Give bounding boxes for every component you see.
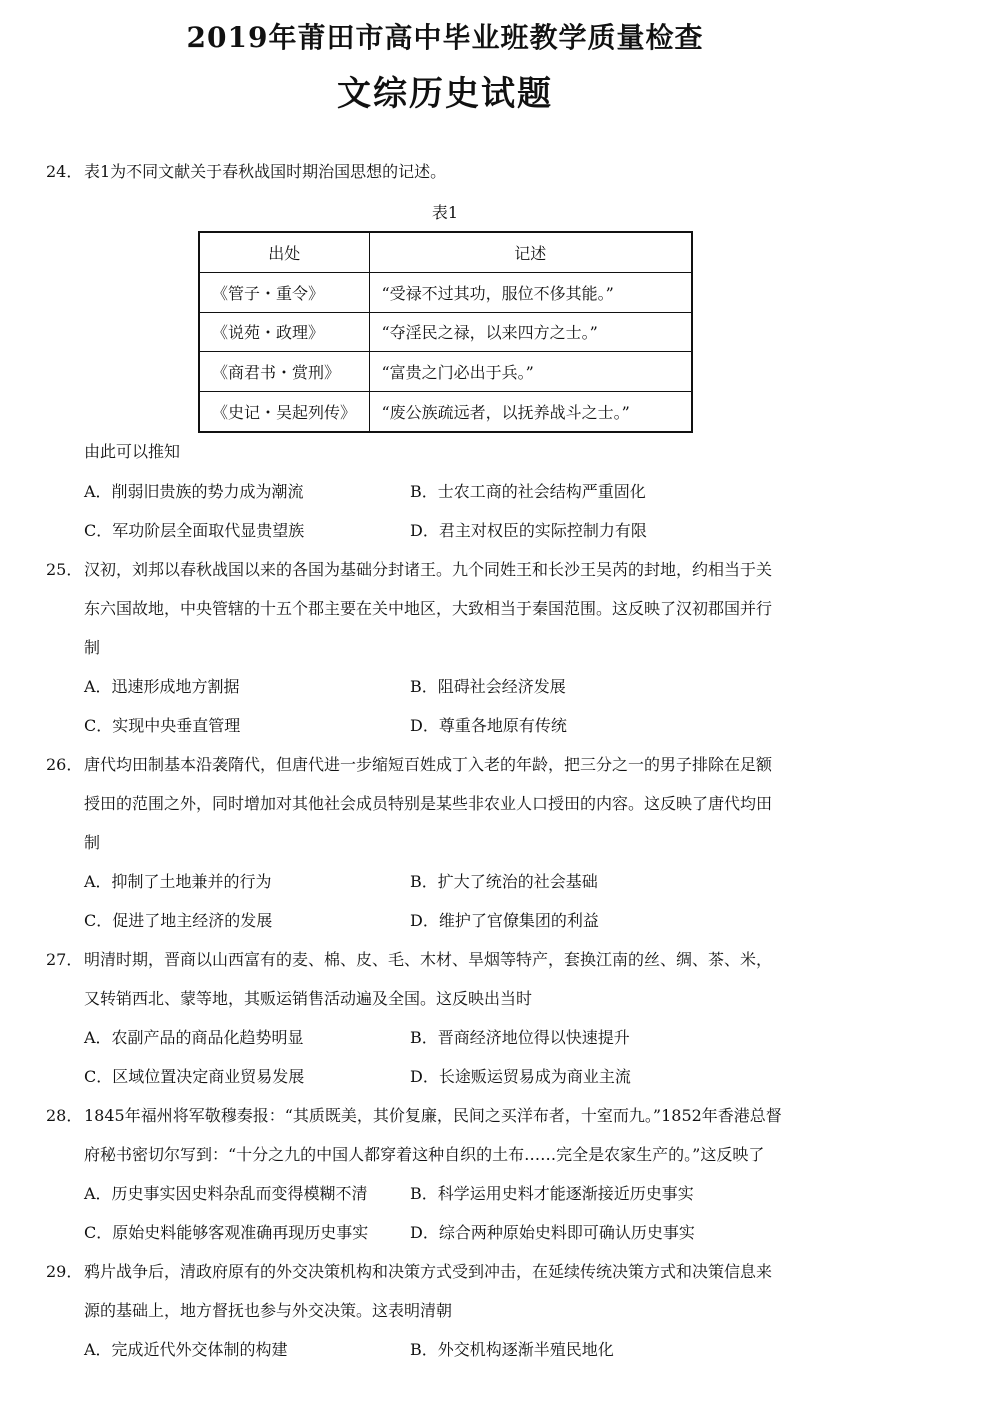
option-a: A．农副产品的商品化趋势明显 (84, 1028, 304, 1047)
option-d: D．综合两种原始史料即可确认历史事实 (410, 1223, 695, 1242)
option-b: B．阻碍社会经济发展 (410, 677, 566, 696)
table-cell-source: 《商君书・赏刑》 (199, 352, 369, 392)
option-d: D．君主对权臣的实际控制力有限 (410, 521, 647, 540)
question-27-line: 明清时期，晋商以山西富有的麦、棉、皮、毛、木材、旱烟等特产，套换江南的丝、绸、茶、米， (84, 950, 773, 969)
option-a: A．抑制了土地兼并的行为 (84, 872, 272, 891)
option-a: A．历史事实因史料杂乱而变得模糊不清 (84, 1184, 368, 1203)
question-25-line: 东六国故地，中央管辖的十五个郡主要在关中地区，大致相当于秦国范围。这反映了汉初郡国并行 (84, 599, 773, 618)
table-row (199, 312, 692, 352)
question-26-line: 制 (84, 833, 101, 852)
table-cell-record: “废公族疏远者，以抚养战斗之士。” (369, 392, 692, 432)
table-cell-source: 《管子・重令》 (199, 272, 369, 312)
option-a: A．迅速形成地方割据 (84, 677, 240, 696)
option-d: D．长途贩运贸易成为商业主流 (410, 1067, 631, 1086)
question-24-lead: 由此可以推知 (84, 442, 181, 461)
table-cell-source: 《说苑・政理》 (199, 312, 369, 352)
question-number-28: 28． (46, 1106, 83, 1125)
question-number-29: 29． (46, 1262, 83, 1281)
option-d: D．维护了官僚集团的利益 (410, 911, 599, 930)
option-b: B．晋商经济地位得以快速提升 (410, 1028, 630, 1047)
question-number-24: 24． (46, 162, 83, 181)
option-a: A．完成近代外交体制的构建 (84, 1340, 288, 1359)
option-c: C．军功阶层全面取代显贵望族 (84, 521, 305, 540)
table-header-record: 记述 (369, 232, 692, 272)
table-cell-source: 《史记・吴起列传》 (199, 392, 369, 432)
table-cell-record: “富贵之门必出于兵。” (369, 352, 692, 392)
option-b: B．士农工商的社会结构严重固化 (410, 482, 646, 501)
question-24-stem: 表1为不同文献关于春秋战国时期治国思想的记述。 (84, 162, 447, 181)
exam-title: 2019年莆田市高中毕业班教学质量检查 (186, 21, 704, 54)
option-c: C．促进了地主经济的发展 (84, 911, 273, 930)
question-28-line: 1845年福州将军敬穆奏报：“其质既美，其价复廉，民间之买洋布者，十室而九。”1852年香港总督 (84, 1106, 782, 1125)
option-d: D．尊重各地原有传统 (410, 716, 567, 735)
option-c: C．原始史料能够客观准确再现历史事实 (84, 1223, 369, 1242)
option-b: B．扩大了统治的社会基础 (410, 872, 598, 891)
question-25-line: 汉初，刘邦以春秋战国以来的各国为基础分封诸王。九个同姓王和长沙王吴芮的封地，约相当于关 (84, 560, 773, 579)
table-caption: 表1 (431, 203, 459, 222)
table-header-row (199, 232, 692, 272)
option-a: A．削弱旧贵族的势力成为潮流 (84, 482, 304, 501)
question-26-line: 授田的范围之外，同时增加对其他社会成员特别是某些非农业人口授田的内容。这反映了唐代均田 (84, 794, 773, 813)
question-number-25: 25． (46, 560, 83, 579)
table-header-source: 出处 (199, 232, 369, 272)
option-b: B．科学运用史料才能逐渐接近历史事实 (410, 1184, 694, 1203)
question-26-line: 唐代均田制基本沿袭隋代，但唐代进一步缩短百姓成丁入老的年龄，把三分之一的男子排除在足额 (84, 755, 773, 774)
question-28-line: 府秘书密切尔写到：“十分之九的中国人都穿着这种自织的土布……完全是农家生产的。”这反映了 (84, 1145, 765, 1164)
question-27-line: 又转销西北、蒙等地，其贩运销售活动遍及全国。这反映出当时 (84, 989, 533, 1008)
option-b: B．外交机构逐渐半殖民地化 (410, 1340, 614, 1359)
table-row (199, 352, 692, 392)
table-cell-record: “夺淫民之禄，以来四方之士。” (369, 312, 692, 352)
question-25-line: 制 (84, 638, 101, 657)
question-29-line: 源的基础上，地方督抚也参与外交决策。这表明清朝 (84, 1301, 453, 1320)
question-number-26: 26． (46, 755, 83, 774)
source-table (198, 231, 693, 433)
table-row (199, 272, 692, 312)
exam-subtitle: 文综历史试题 (337, 74, 553, 114)
table-row (199, 392, 692, 432)
question-number-27: 27． (46, 950, 83, 969)
question-29-line: 鸦片战争后，清政府原有的外交决策机构和决策方式受到冲击，在延续传统决策方式和决策信息来 (84, 1262, 773, 1281)
option-c: C．实现中央垂直管理 (84, 716, 241, 735)
option-c: C．区域位置决定商业贸易发展 (84, 1067, 305, 1086)
table-cell-record: “受禄不过其功，服位不侈其能。” (369, 272, 692, 312)
